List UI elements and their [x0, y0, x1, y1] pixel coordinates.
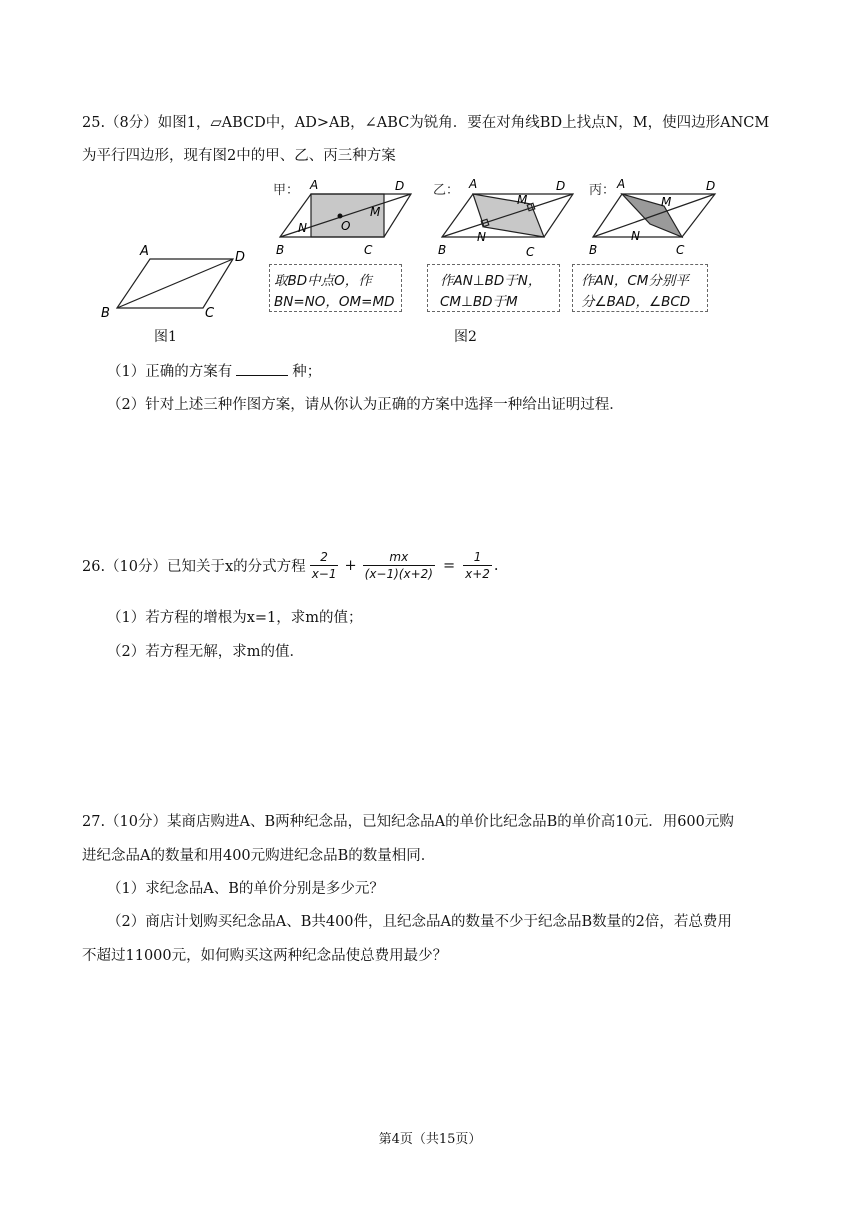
svg-text:N: N: [631, 229, 640, 243]
svg-text:N: N: [477, 230, 486, 244]
q26-header: 26.（10分）已知关于x的分式方程 $\frac{2}{x-1}$ + $\frac{mx}{(x-1)(x+2)}$ = $\frac{1}{x+2}$ .: [82, 550, 499, 581]
svg-text:A: A: [310, 178, 319, 192]
plan-jia-line1: 取BD中点O，作: [274, 273, 372, 289]
plan-jia-line2: BN=NO，OM=MD: [274, 294, 395, 310]
plan-bing-line2: 分∠BAD，∠BCD: [581, 294, 691, 310]
q25-sub2: （2）针对上述三种作图方案，请从你认为正确的方案中选择一种给出证明过程．: [107, 397, 624, 413]
q27-sub2b: 不超过11000元，如何购买这两种纪念品使总费用最少？: [82, 948, 448, 964]
fig1-label-a: A: [140, 244, 149, 259]
plan-jia-box: [269, 264, 402, 312]
plan-jia-diagram: [268, 174, 418, 259]
q25-sub1: （1）正确的方案有 种；: [107, 364, 322, 380]
svg-text:A: A: [617, 177, 626, 191]
plan-bing-name: 丙：: [589, 183, 616, 198]
fig1-label-b: B: [101, 306, 110, 320]
plan-yi-line2: CM⊥BD于M: [440, 294, 518, 310]
plan-bing-box: [572, 264, 708, 312]
q26-sub1: （1）若方程的增根为x=1，求m的值；: [107, 610, 363, 626]
q27-sub1: （1）求纪念品A、B的单价分别是多少元？: [107, 881, 384, 897]
plan-yi-name: 乙：: [433, 183, 460, 198]
q27-line1: 27.（10分）某商店购进A、B两种纪念品，已知纪念品A的单价比纪念品B的单价高10元．用600元购: [82, 814, 734, 830]
svg-text:M: M: [517, 193, 528, 207]
plan-jia-name: 甲：: [273, 183, 300, 198]
svg-text:N: N: [298, 221, 307, 235]
q27-sub2a: （2）商店计划购买纪念品A、B共400件，且纪念品A的数量不少于纪念品B数量的2倍，若总费用: [107, 914, 732, 930]
q26-frac1: $\frac{2}{x-1}$: [311, 550, 337, 581]
plan-yi-box: [427, 264, 560, 312]
svg-text:M: M: [370, 205, 381, 219]
svg-text:C: C: [676, 243, 685, 257]
svg-text:D: D: [395, 179, 405, 193]
q26-frac3: $\frac{1}{x+2}$: [465, 550, 490, 581]
plan-jia-point-o: [338, 214, 343, 219]
q25-header-line2: 为平行四边形，现有图2中的甲、乙、丙三种方案: [82, 148, 396, 164]
page-footer: 第4页（共15页）: [378, 1132, 482, 1147]
fig1-diagonal-bd: [117, 259, 233, 308]
fig1-caption: 图1: [154, 329, 177, 345]
q26-sub2: （2）若方程无解，求m的值．: [107, 644, 304, 660]
svg-text:M: M: [661, 195, 672, 209]
svg-text:D: D: [556, 179, 566, 193]
svg-text:A: A: [469, 177, 478, 191]
svg-text:O: O: [341, 219, 351, 233]
q25-header: 25.（8分）如图1，▱ABCD中，AD>AB，∠ABC为锐角．要在对角线BD上找点N，M，使四边形ANCM: [82, 115, 770, 131]
fig2-caption: 图2: [454, 329, 477, 345]
svg-text:B: B: [276, 243, 285, 257]
q25-answer-blank: [236, 363, 288, 376]
svg-text:B: B: [589, 243, 598, 257]
fig1-label-d: D: [235, 250, 246, 265]
svg-text:B: B: [438, 243, 447, 257]
svg-text:C: C: [364, 243, 373, 257]
svg-text:C: C: [526, 245, 535, 259]
q27-line2: 进纪念品A的数量和用400元购进纪念品B的数量相同．: [82, 848, 436, 864]
plan-bing-line1: 作AN，CM分别平: [581, 273, 689, 289]
plan-yi-line1: 作AN⊥BD于N，: [440, 273, 542, 289]
q26-frac2: $\frac{mx}{(x-1)(x+2)}$: [364, 550, 433, 581]
fig1-label-c: C: [205, 306, 215, 320]
plan-bing-diagram: [584, 174, 734, 259]
svg-text:D: D: [706, 179, 716, 193]
figure-1: [95, 240, 255, 320]
plan-yi-diagram: [428, 174, 578, 259]
